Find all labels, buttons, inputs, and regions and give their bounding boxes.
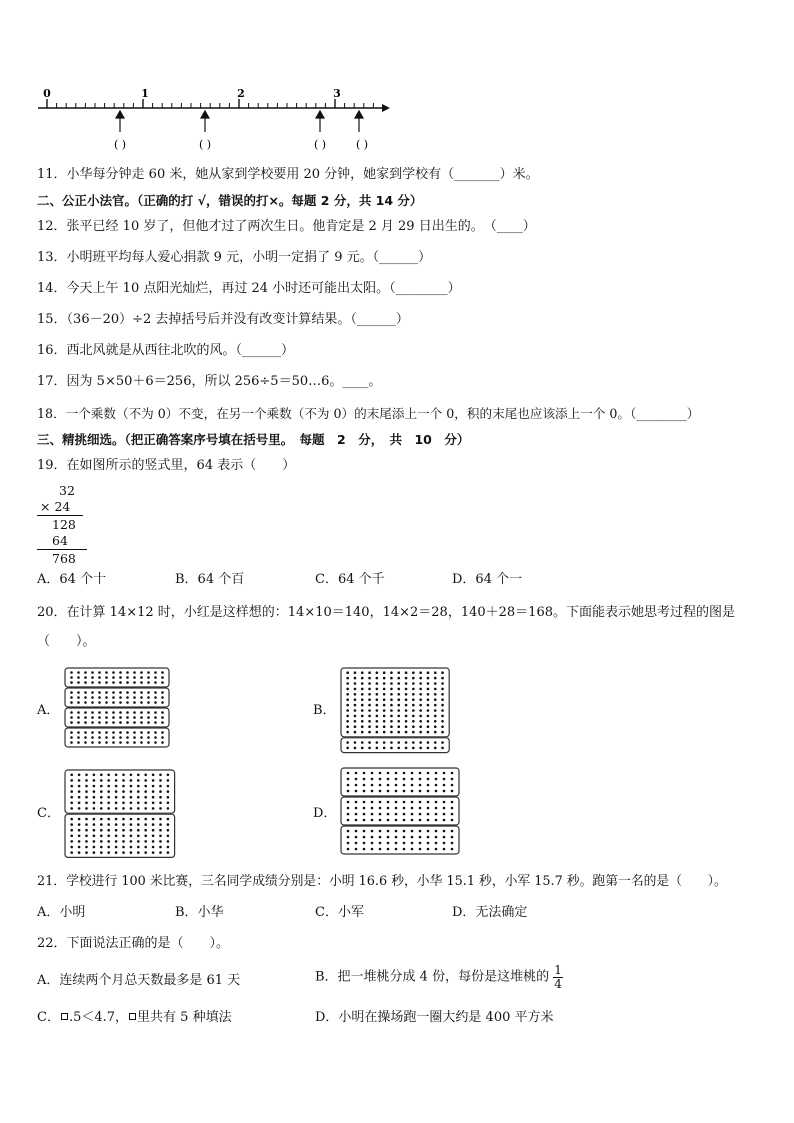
question-11: 11．小华每分钟走 60 米，她从家到学校要用 20 分钟，她家到学校有（_______）米。 xyxy=(37,167,539,182)
box-placeholder-icon xyxy=(129,1013,136,1020)
tick-label-0: 0 xyxy=(43,87,51,100)
question-17: 17．因为 5×50＋6＝256，所以 256÷5＝50…6。____。 xyxy=(37,374,382,389)
calc-line-2: × 24 xyxy=(40,499,71,514)
q19-option-c[interactable]: C．64 个千 xyxy=(315,572,385,587)
q22-option-c-middle: .5＜4.7， xyxy=(68,1010,129,1025)
question-19-stem: 19．在如图所示的竖式里，64 表示（ ） xyxy=(37,458,296,473)
dot-array-a xyxy=(64,667,170,753)
q19-option-b[interactable]: B．64 个百 xyxy=(175,572,245,587)
question-14: 14．今天上午 10 点阳光灿烂，再过 24 小时还可能出太阳。（________） xyxy=(37,281,461,296)
tick-label-2: 2 xyxy=(237,87,245,100)
fraction-denominator: 4 xyxy=(554,977,562,991)
tick-label-1: 1 xyxy=(141,87,149,100)
q22-option-b-text: B．把一堆桃分成 4 份，每份是这堆桃的 xyxy=(315,969,550,985)
fraction-numerator: 1 xyxy=(554,963,562,977)
q20-option-a-label[interactable]: A． xyxy=(37,703,60,718)
q19-option-d[interactable]: D．64 个一 xyxy=(452,572,523,587)
q20-option-c-label[interactable]: C． xyxy=(37,806,60,821)
question-18: 18．一个乘数（不为 0）不变，在另一个乘数（不为 0）的末尾添上一个 0，积的末尾也应该添上一个 0。（________） xyxy=(37,406,700,421)
question-15: 15．（36－20）÷2 去掉括号后并没有改变计算结果。（______） xyxy=(37,312,409,327)
question-12: 12．张平已经 10 岁了，但他才过了两次生日。他肯定是 2 月 29 日出生的。 （____） xyxy=(37,219,536,234)
question-13: 13．小明班平均每人爱心捐款 9 元，小明一定捐了 9 元。（______） xyxy=(37,250,432,265)
q22-option-c[interactable] xyxy=(37,1010,232,1026)
q20-option-d-label[interactable]: D． xyxy=(313,806,337,821)
blank-2: ( ) xyxy=(198,138,212,151)
section-2-heading: 二、公正小法官。（正确的打 √，错误的打×。每题 2 分，共 14 分） xyxy=(37,193,423,208)
fraction xyxy=(553,964,563,991)
dot-array-b xyxy=(340,667,452,755)
question-20-stem-2: （ ）。 xyxy=(37,634,96,649)
q19-option-a[interactable]: A．64 个十 xyxy=(37,572,107,587)
dot-array-d xyxy=(340,767,460,861)
calc-line-3: 128 xyxy=(52,517,76,532)
q22-option-a[interactable]: A．连续两个月总天数最多是 61 天 xyxy=(37,973,241,988)
calc-line-1: 32 xyxy=(59,483,75,498)
question-20-stem: 20．在计算 14×12 时，小红是这样想的：14×10＝140，14×2＝28，140＋28＝168。下面能表示她思考过程的图是 xyxy=(37,605,735,620)
box-placeholder-icon xyxy=(61,1013,68,1020)
blank-3: ( ) xyxy=(313,138,327,151)
q21-option-b[interactable]: B．小华 xyxy=(175,905,224,920)
dot-array-c xyxy=(64,769,176,859)
calc-line-5: 768 xyxy=(52,551,76,566)
q22-option-d[interactable]: D．小明在操场跑一圈大约是 400 平方米 xyxy=(315,1010,554,1025)
q21-option-c[interactable]: C．小军 xyxy=(315,905,364,920)
q22-option-c-tail: 里共有 5 种填法 xyxy=(137,1010,232,1025)
question-21-stem: 21．学校进行 100 米比赛，三名同学成绩分别是：小明 16.6 秒，小华 15.1 秒，小军 15.7 秒。跑第一名的是（ ）。 xyxy=(37,874,727,889)
number-line xyxy=(30,84,400,154)
blank-4: ( ) xyxy=(355,138,369,151)
q21-option-d[interactable]: D．无法确定 xyxy=(452,905,528,920)
blank-1: ( ) xyxy=(113,138,127,151)
calc-line-4: 64 xyxy=(52,533,68,548)
q20-option-b-label[interactable]: B． xyxy=(313,703,336,718)
question-22-stem: 22．下面说法正确的是（ ）。 xyxy=(37,936,230,951)
question-16: 16．西北风就是从西往北吹的风。（______） xyxy=(37,343,295,358)
q22-option-c-prefix: C． xyxy=(37,1010,60,1025)
q22-option-b[interactable] xyxy=(315,964,563,991)
q21-option-a[interactable]: A．小明 xyxy=(37,905,86,920)
section-3-heading: 三、精挑细选。（把正确答案序号填在括号里。 每题 2 分， 共 10 分） xyxy=(37,432,470,447)
tick-label-3: 3 xyxy=(333,87,341,100)
